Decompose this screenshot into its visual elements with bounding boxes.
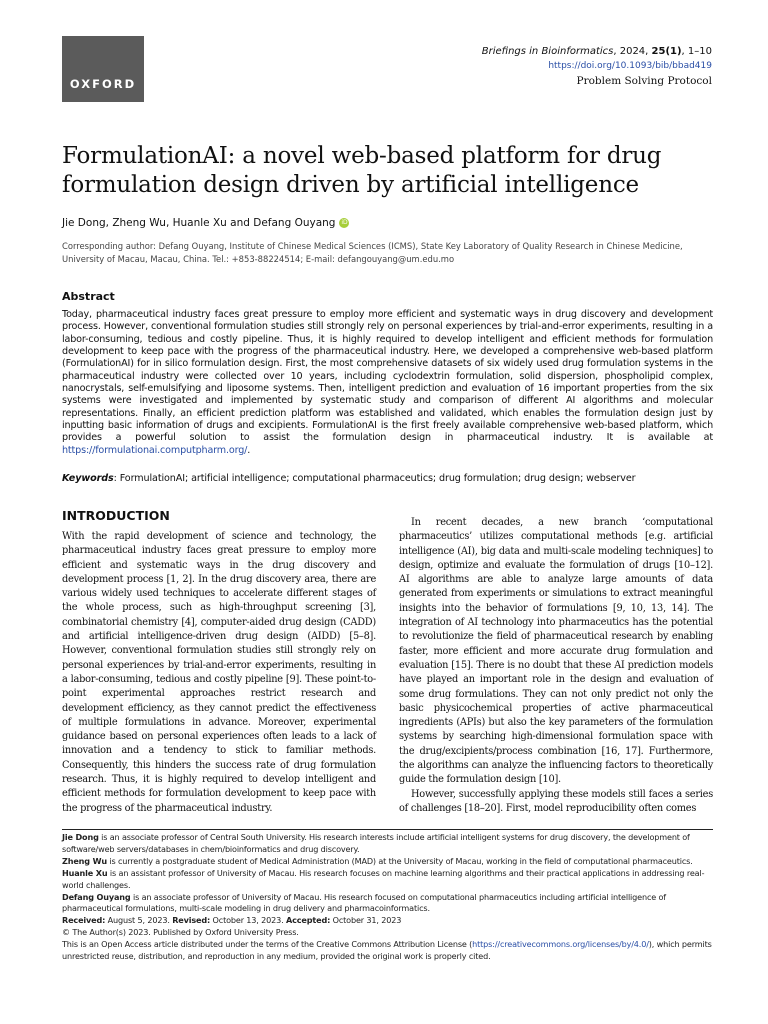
- dates-line: [62, 915, 713, 927]
- bio-note: [62, 856, 713, 868]
- bio-text: is an assistant professor of University of Macau. His research focuses on machine learning algorithms and their practical applications in addressing real-world challenges.: [62, 867, 705, 890]
- bio-note: [62, 868, 713, 892]
- journal-year: , 2024,: [613, 46, 652, 57]
- received-label: Received:: [62, 915, 106, 926]
- journal-pages: , 1–10: [681, 46, 712, 57]
- keywords: [62, 472, 713, 485]
- bio-text: is an associate professor of Central South University. His research interests include artificial intelligent systems for drug discovery, the development of software/web servers/databases in chem/bioinformatics and drug discovery.: [62, 832, 690, 854]
- bio-note: [62, 892, 713, 916]
- abstract-url-link[interactable]: https://formulationai.computpharm.org/: [62, 444, 248, 456]
- keywords-label: Keywords: [62, 473, 114, 484]
- article-type: Problem Solving Protocol: [576, 75, 712, 87]
- bio-text: is an associate professor of University of Macau. His research focused on computational pharmaceutics including artificial intelligence of pharmaceutical formulations, multi-scale modeling in drug delivery and pharmacoinformatics.: [62, 891, 667, 914]
- license-text-end: ), which permits unrestricted reuse, distribution, and reproduction in any medium, provided the original work is properly cited.: [62, 939, 712, 962]
- intro-paragraph-1: With the rapid development of science and technology, the pharmaceutical industry faces great pressure to employ more efficient and systematic ways in the drug discovery and development process [1, 2]. In the drug discovery area, there are various widely used techniques to accelerate different stages of the whole process, such as high-throughput screening [3], combinatorial chemistry [4], computer-aided drug design (CADD) and artificial intelligence-driven drug design (AIDD) [5–8]. However, conventional formulation studies still strongly rely on personal experiences by trial-and-error experiments, resulting in a labor-consuming, tedious and costly pipeline [9]. These point-to-point experimental approaches restrict research and development efficiency, as they cannot predict the effectiveness of multiple formulations in advance. Moreover, experimental guidance based on personal experiences often leads to a lack of innovation and a tendency to stick to familiar methods. Consequently, this hinders the success rate of drug formulation research. Thus, it is highly required to develop intelligent and efficient methods for formulation development to keep pace with the progress of the pharmaceutical industry.: [62, 531, 376, 814]
- abstract-text: Today, pharmaceutical industry faces great pressure to employ more efficient and systematic ways in drug discovery and development process. However, conventional formulation studies still strongly rely on personal experiences by trial-and-error experiments, resulting in a labor-consuming, tedious and costly pipeline. Thus, it is highly required to develop intelligent and efficient methods for formulation development to keep pace with the progress of the pharmaceutical industry. Here, we developed a comprehensive web-based platform (FormulationAI) for in silico formulation design. First, the most comprehensive datasets of six widely used drug formulation systems in the pharmaceutical industry were collected over 10 years, including cyclodextrin formulation, solid dispersion, phospholipid complex, nanocrystals, self-emulsifying and liposome systems. Then, intelligent prediction and evaluation of 16 important properties from the six systems were investigated and implemented by systematic study and comparison of different AI algorithms and molecular representations. Finally, an efficient prediction platform was established and validated, which enables the formulation design just by inputting basic information of drugs and excipients. FormulationAI is the first freely available comprehensive web-based platform, which provides a powerful solution to assist the formulation design in pharmaceutical industry. It is available at: [62, 309, 713, 444]
- doi-link[interactable]: https://doi.org/10.1093/bib/bbad419: [548, 61, 712, 71]
- journal-name: Briefings in Bioinformatics: [481, 46, 614, 57]
- bio-name: Defang Ouyang: [62, 891, 131, 902]
- license-line: [62, 939, 713, 963]
- bio-name: Zheng Wu: [62, 855, 107, 866]
- bio-name: Jie Dong: [62, 832, 99, 842]
- journal-volume: 25(1): [651, 46, 682, 57]
- left-column: [62, 530, 376, 816]
- author-list: [62, 217, 349, 229]
- right-column: [399, 516, 713, 816]
- authors-text: Jie Dong, Zheng Wu, Huanle Xu and Defang Ouyang: [62, 217, 336, 229]
- license-text: This is an Open Access article distributed under the terms of the Creative Commons Attribution License (: [62, 939, 473, 950]
- keywords-text: : FormulationAI; artificial intelligence; computational pharmaceutics; drug formulation; drug design; webserver: [113, 473, 636, 484]
- oxford-logo: [62, 36, 144, 102]
- bio-text: is currently a postgraduate student of Medical Administration (MAD) at the University of Macau, working in the field of computational pharmaceutics.: [106, 855, 693, 866]
- intro-paragraph-2: In recent decades, a new branch ‘computational pharmaceutics’ utilizes computational methods [e.g. artificial intelligence (AI), big data and multi-scale modeling techniques] to design, optimize and evaluate the formulation of drugs [10–12]. AI algorithms are able to analyze large amounts of data generated from experiments or simulations to extract meaningful insights into the behavior of formulations [9, 10, 13, 14]. The integration of AI technology into pharmaceutics has the potential to revolutionize the field of pharmaceutical research by enabling faster, more efficient and more accurate drug formulation and evaluation [15]. There is no doubt that these AI prediction models have played an important role in the design and evaluation of some drug formulations. They can not only predict not only the basic physicochemical properties of active pharmaceutical ingredients (APIs) but also the key parameters of the formulation systems by searching high-dimensional formulation space with the drug/excipients/process combination [16, 17]. Furthermore, the algorithms can analyze the influencing factors to theoretically guide the formulation design [10].: [399, 517, 713, 786]
- bio-name: Huanle Xu: [62, 867, 108, 878]
- license-link[interactable]: https://creativecommons.org/licenses/by/4.0/: [472, 939, 649, 950]
- abstract-heading: Abstract: [62, 290, 115, 303]
- corresponding-author: Corresponding author: Defang Ouyang, Institute of Chinese Medical Sciences (ICMS), State Key Laboratory of Quality Research in Chinese Medicine, University of Macau, Macau, China. Tel.: +853-88224514; E-mail: defangouyang@um.edu.mo: [62, 241, 683, 264]
- introduction-heading: INTRODUCTION: [62, 508, 170, 523]
- abstract-body: [62, 309, 713, 457]
- accepted-date: October 31, 2023: [330, 915, 402, 926]
- copyright-line: © The Author(s) 2023. Published by Oxford University Press.: [62, 927, 299, 938]
- article-title: FormulationAI: a novel web-based platform for drug formulation design driven by artificial intelligence: [62, 143, 662, 198]
- footnotes: [62, 832, 713, 963]
- revised-label: Revised:: [172, 915, 211, 926]
- accepted-label: Accepted:: [286, 915, 331, 926]
- journal-info: [482, 44, 712, 89]
- footnote-divider: [62, 829, 713, 830]
- revised-date: October 13, 2023.: [210, 915, 286, 926]
- orcid-icon[interactable]: iD: [341, 219, 348, 226]
- journal-citation: [482, 44, 712, 59]
- received-date: August 5, 2023.: [105, 915, 173, 926]
- abstract-end: .: [247, 444, 251, 456]
- bio-note: [62, 832, 713, 856]
- logo-text: OXFORD: [69, 77, 137, 91]
- intro-paragraph-3: However, successfully applying these models still faces a series of challenges [18–20]. First, model reproducibility often comes: [399, 788, 713, 814]
